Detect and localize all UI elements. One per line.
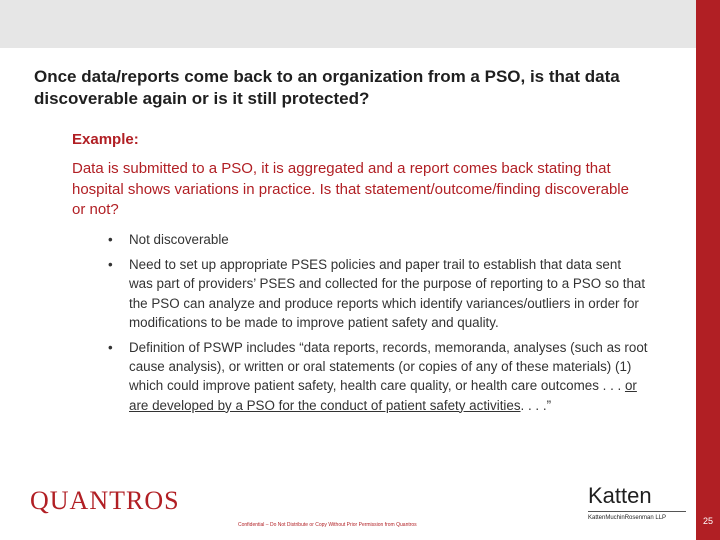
example-text: Data is submitted to a PSO, it is aggregated and a report comes back stating that hospital shows variations in practice. Is that statement/outcome/finding discoverable or not?: [72, 160, 629, 218]
example-label: Example:: [72, 131, 139, 148]
bullet-list: [108, 230, 648, 421]
bullet-marker: •: [108, 257, 113, 273]
bullet-text-underlined: or are developed by a PSO for the conduct of patient safety activities: [129, 378, 637, 413]
quantros-logo: QUANTROS: [30, 486, 180, 515]
bullet-text-end: . . . .”: [520, 397, 552, 413]
header-band: [0, 0, 696, 48]
bullet-text: Definition of PSWP includes “data reports, records, memoranda, analyses (such as root cause analysis), or written or oral statements (or copies of any of these materials) (1) which could improve patient safety, health care quality, or health care outcomes . . .: [129, 340, 648, 394]
katten-logo: [588, 484, 688, 521]
bullet-text: Not discoverable: [129, 232, 229, 247]
bullet-text: Need to set up appropriate PSES policies and paper trail to establish that data sent was part of providers’ PSES and collected for the purpose of reporting to a PSO so that the PSO can analyze and produce reports which identify variances/outliers in order for modifications to be made to improve patient safety and quality.: [129, 257, 646, 330]
katten-logo-rule: [588, 511, 686, 512]
bullet-marker: •: [108, 340, 113, 356]
confidential-note: Confidential – Do Not Distribute or Copy Without Prior Permission from Quantros: [238, 522, 417, 528]
bullet-item: [108, 255, 648, 332]
katten-logo-subtitle: KattenMuchinRosenman LLP: [588, 515, 667, 521]
katten-logo-name: Katten: [588, 483, 652, 508]
page-number: 25: [702, 516, 713, 526]
bullet-item: [108, 338, 648, 415]
bullet-item: [108, 230, 648, 249]
slide-title: Once data/reports come back to an organization from a PSO, is that data discoverable again or is it still protected?: [34, 67, 620, 108]
bullet-marker: •: [108, 232, 113, 247]
side-accent-bar: [696, 0, 720, 540]
